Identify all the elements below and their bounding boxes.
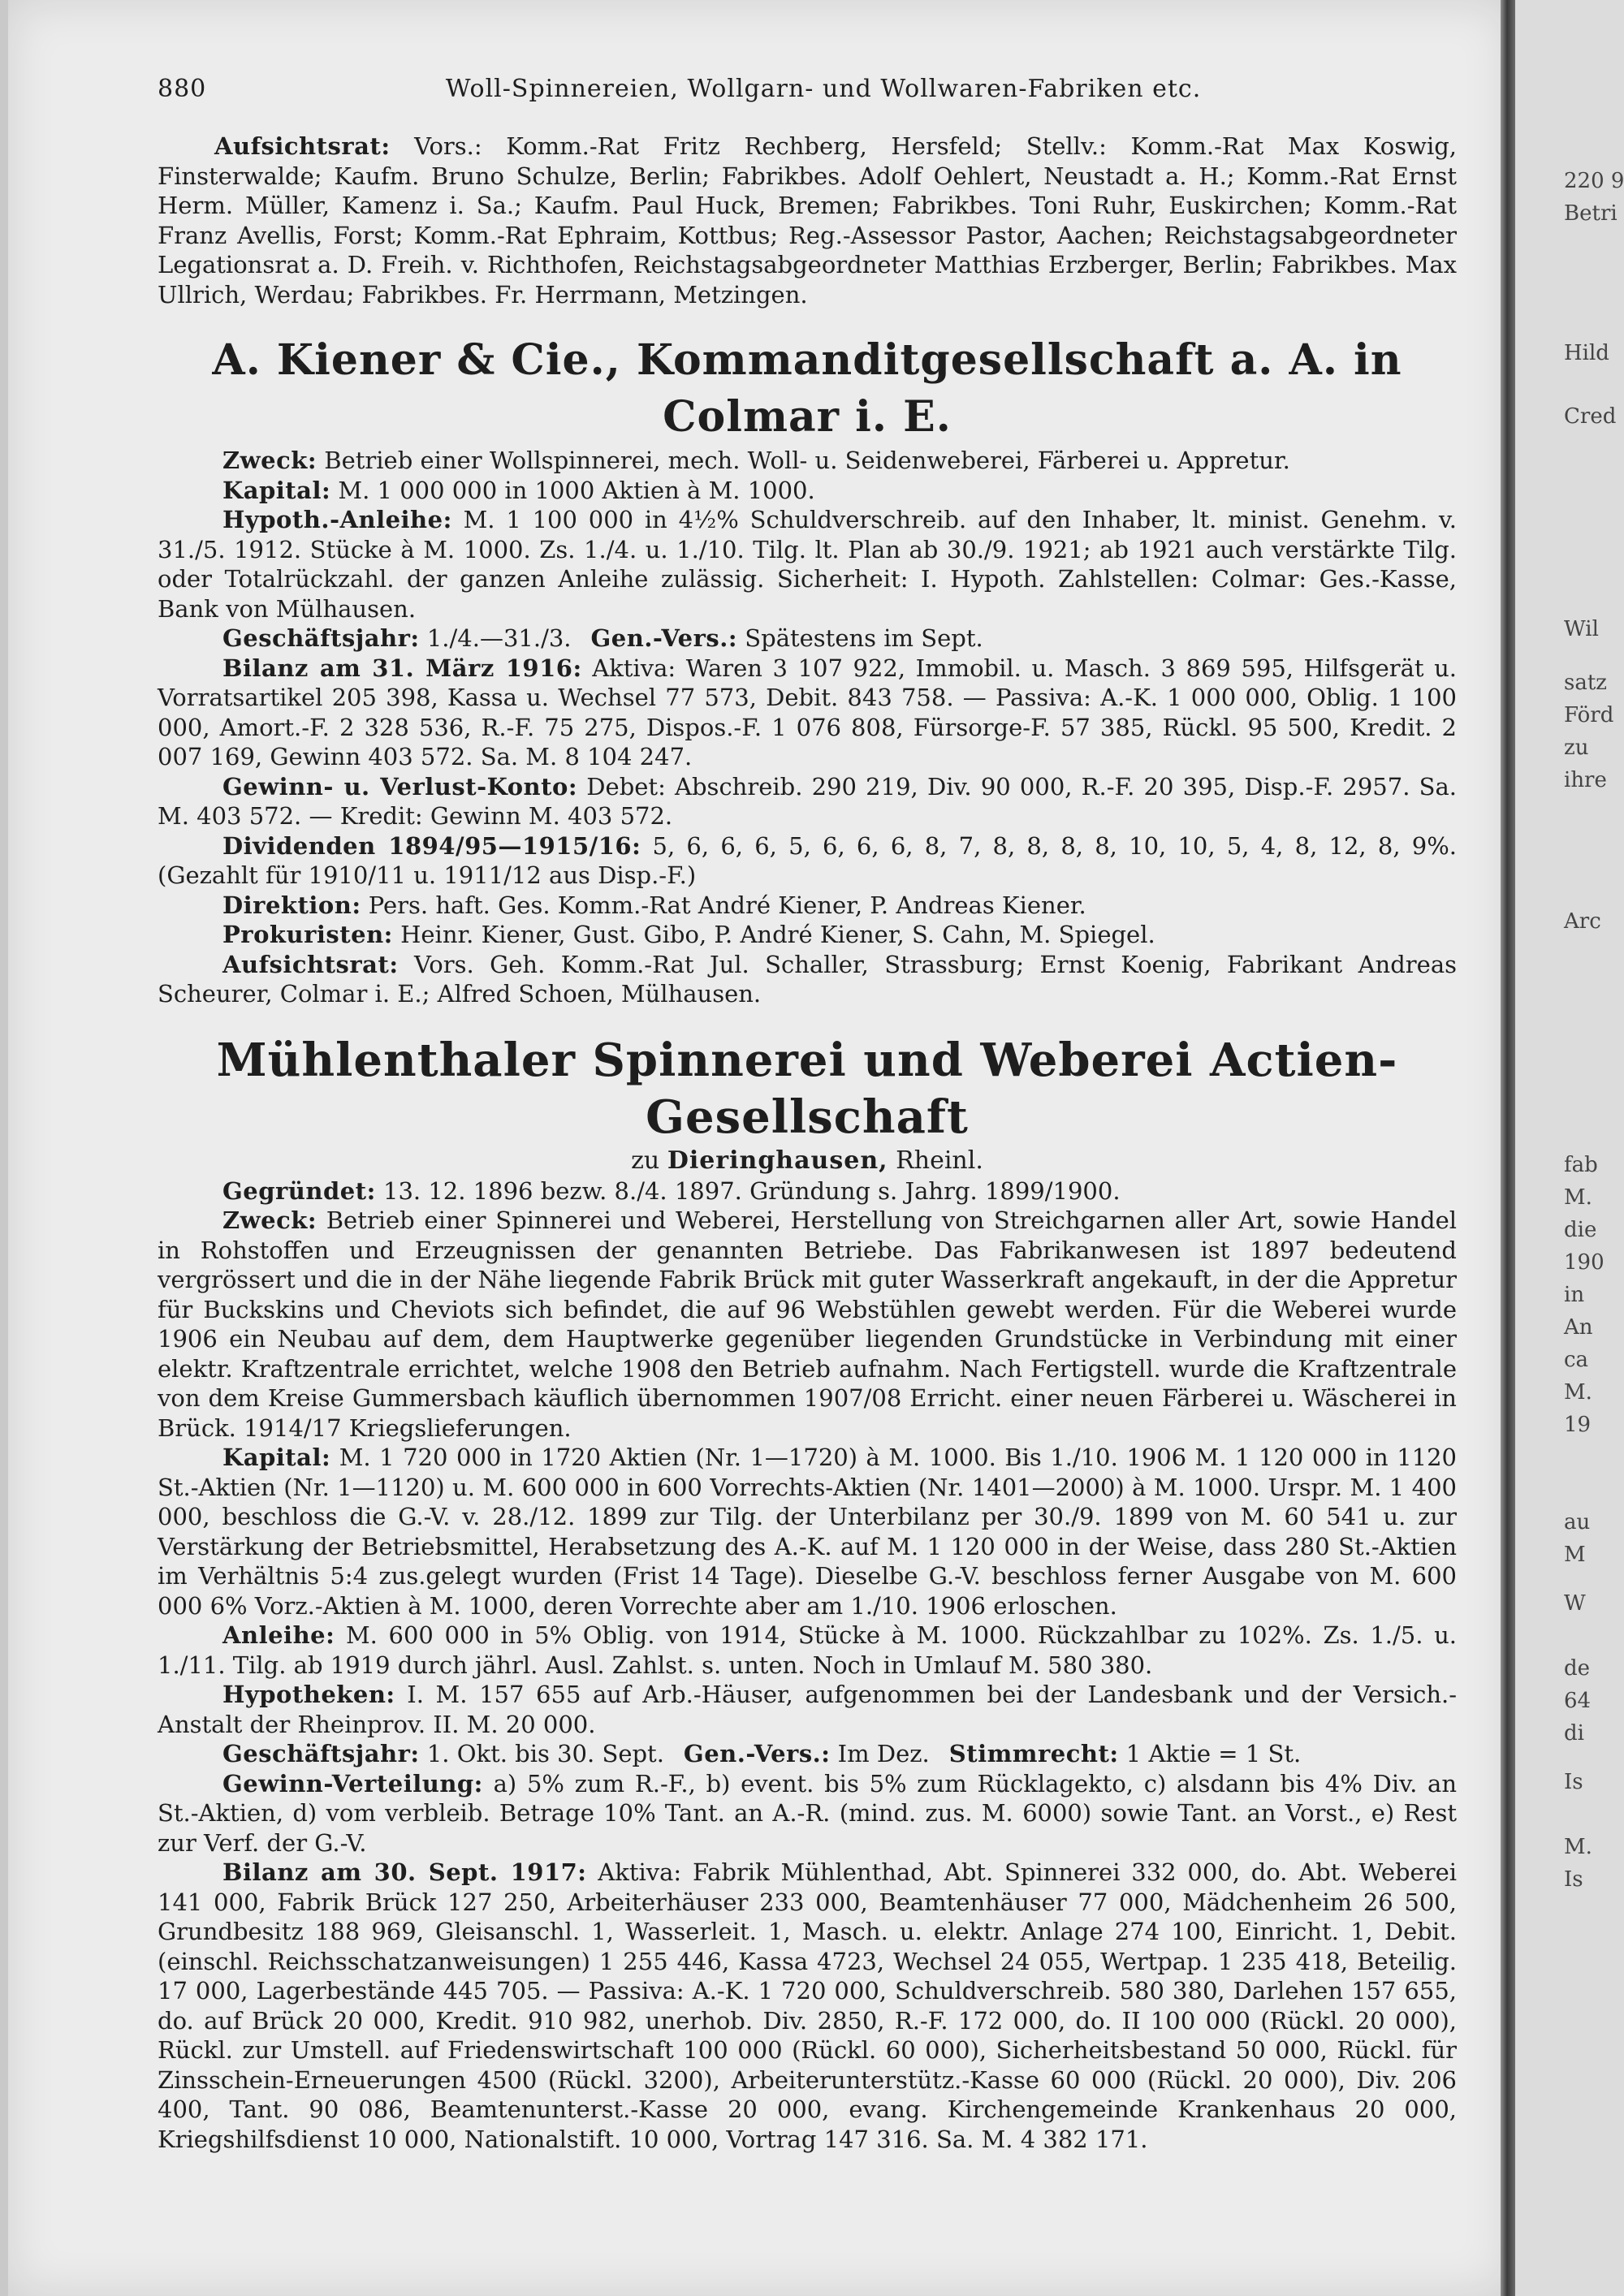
adjacent-page-fragment: M.	[1564, 1185, 1592, 1210]
field-label: Gen.-Vers.:	[590, 624, 738, 652]
paragraph	[158, 1858, 1457, 2154]
adjacent-page-fragment: Arc	[1564, 909, 1601, 934]
paragraph	[158, 1769, 1457, 1858]
adjacent-page-fragment: fab	[1564, 1153, 1598, 1177]
paragraph	[158, 1176, 1457, 1206]
adjacent-page-fragment: Cred	[1564, 404, 1617, 429]
adjacent-page-fragment: M.	[1564, 1380, 1592, 1405]
entry-body	[158, 1176, 1457, 2155]
field-text: Pers. haft. Ges. Komm.-Rat André Kiener, P. Andreas Kiener.	[368, 891, 1086, 919]
adjacent-page-fragment: Förd	[1564, 703, 1614, 727]
field-text: I. M. 157 655 auf Arb.-Häuser, aufgenommen bei der Landesbank und der Versich.-Anstalt der Rheinprov. II. M. 20 000.	[158, 1681, 1458, 1738]
adjacent-page-fragment: ca	[1564, 1348, 1589, 1372]
location-prefix: zu	[631, 1146, 660, 1175]
adjacent-page-fragment: zu	[1564, 736, 1589, 760]
adjacent-page-edge	[1515, 0, 1624, 2296]
paragraph	[158, 950, 1457, 1009]
adjacent-page-fragment: M	[1564, 1543, 1586, 1567]
field-label: Stimmrecht:	[948, 1740, 1119, 1767]
paragraph	[158, 132, 1457, 309]
field-text: a) 5% zum R.-F., b) event. bis 5% zum Rücklagekto, c) alsdann bis 4% Div. an St.-Aktien, d) vom verbleib. Betrage 10% Tant. an A.-R. (mind. zus. M. 6000) sowie Tant. an Vorst., e) Rest zur Verf. der G.-V.	[158, 1769, 1457, 1857]
adjacent-page-fragment: 190	[1564, 1250, 1605, 1275]
field-label: Zweck:	[222, 1206, 317, 1234]
field-text: Spätestens im Sept.	[745, 624, 983, 652]
page-content	[158, 75, 1457, 2154]
field-label: Geschäftsjahr:	[222, 624, 420, 652]
adjacent-page-fragment: die	[1564, 1218, 1597, 1242]
field-label: Bilanz am 31. März 1916:	[222, 654, 582, 682]
adjacent-page-fragment: 19	[1564, 1413, 1592, 1437]
field-label: Gewinn- u. Verlust-Konto:	[222, 772, 578, 801]
paragraph	[158, 1206, 1457, 1443]
paragraph	[158, 831, 1457, 891]
field-label: Anleihe:	[222, 1621, 335, 1649]
field-text: M. 1 720 000 in 1720 Aktien (Nr. 1—1720) à M. 1000. Bis 1./10. 1906 M. 1 120 000 in 1120 St.-Aktien (Nr. 1—1120) u. M. 600 000 in 600 Vorrechts-Aktien (Nr. 1401—2000) à M. 1000. Urspr. M. 1 400 000, beschloss die G.-V. v. 28./12. 1899 zur Tilg. der Unterbilanz per 30./9. 1899 von M. 60 541 u. zur Verstärkung der Betriebsmittel, Herabsetzung des A.-K. auf M. 1 120 000 in der Weise, dass 280 St.-Aktien im Verhältnis 5:4 zus.gelegt wurden (Frist 14 Tage). Dieselbe G.-V. beschloss ferner Ausgabe von M. 600 000 6% Vorz.-Aktien à M. 1000, deren Vorrechte aber am 1./10. 1906 erloschen.	[158, 1444, 1458, 1620]
field-label: Aufsichtsrat:	[214, 132, 391, 160]
field-text: 1./4.—31./3.	[426, 624, 572, 652]
field-text: Betrieb einer Wollspinnerei, mech. Woll- u. Seidenweberei, Färberei u. Appretur.	[324, 447, 1290, 474]
location-name: Dieringhausen,	[667, 1146, 888, 1175]
paragraph	[158, 505, 1457, 624]
location-suffix: Rheinl.	[896, 1146, 983, 1175]
adjacent-page-fragment: ihre	[1564, 768, 1607, 792]
field-text: Aktiva: Waren 3 107 922, Immobil. u. Masch. 3 869 595, Hilfsgerät u. Vorratsartikel 205 398, Kassa u. Wechsel 77 573, Debit. 843 758. — Passiva: A.-K. 1 000 000, Oblig. 1 100 000, Amort.-F. 2 328 536, R.-F. 75 275, Dispos.-F. 1 076 808, Fürsorge-F. 57 385, Rückl. 95 500, Kredit. 2 007 169, Gewinn 403 572. Sa. M. 8 104 247.	[158, 654, 1458, 770]
adjacent-page-fragment: Is	[1564, 1770, 1583, 1794]
field-text: 13. 12. 1896 bezw. 8./4. 1897. Gründung s. Jahrg. 1899/1900.	[383, 1176, 1121, 1205]
adjacent-page-fragment: de	[1564, 1656, 1591, 1681]
adjacent-page-fragment: An	[1564, 1315, 1593, 1340]
adjacent-page-fragment: di	[1564, 1721, 1584, 1746]
company-entry-muehlenthaler	[158, 1032, 1457, 2155]
scanned-page	[8, 0, 1510, 2296]
field-label: Kapital:	[222, 1444, 331, 1471]
field-label: Bilanz am 30. Sept. 1917:	[222, 1858, 587, 1886]
adjacent-page-fragment: Is	[1564, 1867, 1583, 1892]
adjacent-page-fragment: Wil	[1564, 617, 1599, 641]
field-text: Aktiva: Fabrik Mühlenthad, Abt. Spinnerei 332 000, do. Abt. Weberei 141 000, Fabrik Brück 127 250, Arbeiterhäuser 233 000, Beamtenhäuser 77 000, Mädchenheim 26 500, Grundbesitz 188 969, Gleisanschl. 1, Wasserleit. 1, Masch. u. elektr. Anlage 274 100, Einricht. 1, Debit. (einschl. Reichsschatzanweisungen) 1 255 446, Kassa 4723, Wechsel 24 055, Wertpap. 1 235 418, Beteilig. 17 000, Lagerbestände 445 705. — Passiva: A.-K. 1 720 000, Schuldverschreib. 580 380, Darlehen 157 655, do. auf Brück 20 000, Kredit. 910 982, unerhob. Div. 2850, R.-F. 172 000, do. II 100 000 (Rückl. 20 000), Rückl. zur Umstell. auf Friedenswirtschaft 100 000 (Rückl. 60 000), Sicherheitsbestand 50 000, Rückl. für Zinsschein-Erneuerungen 4500 (Rückl. 3200), Arbeiterunterstütz.-Kasse 60 000 (Rückl. 20 000), Div. 206 400, Tant. 90 086, Beamtenunterst.-Kasse 20 000, evang. Kirchengemeinde Krankenhaus 20 000, Kriegshilfsdienst 10 000, Nationalstift. 10 000, Vortrag 147 316. Sa. M. 4 382 171.	[158, 1858, 1458, 2153]
field-label: Kapital:	[222, 476, 331, 504]
field-text: Betrieb einer Spinnerei und Weberei, Herstellung von Streichgarnen aller Art, sowie Handel in Rohstoffen und Erzeugnissen der genannten Betriebe. Das Fabrikanwesen ist 1897 bedeutend vergrössert und die in der Nähe liegende Fabrik Brück mit guter Wasserkraft angekauft, in der die Appretur für Buckskins und Cheviots sich befindet, die auf 96 Webstühlen gewebt werden. Für die Weberei wurde 1906 ein Neubau auf dem, dem Hauptwerke gegenüber liegenden Grundstücke in Verbindung mit einer elektr. Kraftzentrale errichtet, welche 1908 den Betrieb aufnahm. Nach Fertigstell. wurde die Kraftzentrale von dem Kreise Gummersbach käuflich übernommen 1907/08 Erricht. einer neuen Färberei u. Wäscherei in Brück. 1914/17 Kriegslieferungen.	[158, 1206, 1457, 1442]
paragraph	[158, 891, 1457, 921]
company-heading: A. Kiener & Cie., Kommanditgesellschaft a. A. in Colmar i. E.	[212, 335, 1402, 442]
book-gutter	[1501, 0, 1515, 2296]
adjacent-page-fragment: W	[1564, 1591, 1586, 1616]
paragraph	[158, 1443, 1457, 1621]
company-entry-kiener	[158, 332, 1457, 1009]
paragraph	[158, 1739, 1457, 1769]
paragraph	[158, 920, 1457, 950]
paragraph	[158, 1621, 1457, 1680]
paragraph	[158, 624, 1457, 654]
adjacent-page-fragment: satz	[1564, 671, 1607, 695]
field-label: Geschäftsjahr:	[222, 1740, 420, 1767]
field-label: Dividenden 1894/95—1915/16:	[222, 831, 641, 860]
page-number: 880	[158, 75, 207, 103]
adjacent-page-fragment: 64	[1564, 1689, 1592, 1713]
field-text: M. 1 100 000 in 4½% Schuldverschreib. auf den Inhaber, lt. minist. Genehm. v. 31./5. 1912. Stücke à M. 1000. Zs. 1./4. u. 1./10. Tilg. lt. Plan ab 30./9. 1921; ab 1921 auch verstärkte Tilg. oder Totalrückzahl. der ganzen Anleihe zulässig. Sicherheit: I. Hypoth. Zahlstellen: Colmar: Ges.-Kasse, Bank von Mülhausen.	[158, 506, 1457, 623]
field-text: Debet: Abschreib. 290 219, Div. 90 000, R.-F. 20 395, Disp.-F. 2957. Sa. M. 403 572. — Kredit: Gewinn M. 403 572.	[158, 772, 1457, 830]
paragraph	[158, 446, 1457, 476]
field-text: M. 600 000 in 5% Oblig. von 1914, Stücke à M. 1000. Rückzahlbar zu 102%. Zs. 1./5. u. 1./11. Tilg. ab 1919 durch jährl. Ausl. Zahlst. s. unten. Noch in Umlauf M. 580 380.	[158, 1621, 1458, 1679]
field-label: Aufsichtsrat:	[222, 950, 399, 978]
paragraph	[158, 476, 1457, 506]
field-label: Gegründet:	[222, 1176, 376, 1205]
field-label: Direktion:	[222, 891, 361, 919]
running-header-title: Woll-Spinnereien, Wollgarn- und Wollwaren-Fabriken etc.	[445, 75, 1202, 103]
field-text: Heinr. Kiener, Gust. Gibo, P. André Kiener, S. Cahn, M. Spiegel.	[400, 921, 1155, 948]
field-label: Prokuristen:	[222, 921, 393, 948]
field-text: M. 1 000 000 in 1000 Aktien à M. 1000.	[338, 476, 815, 504]
field-text: Im Dez.	[837, 1740, 930, 1767]
company-heading: Mühlenthaler Spinnerei und Weberei Actien-Gesellschaft	[216, 1033, 1398, 1144]
paragraph	[158, 772, 1457, 831]
company-location	[158, 1146, 1457, 1176]
field-label: Hypoth.-Anleihe:	[222, 506, 452, 533]
field-text: 1. Okt. bis 30. Sept.	[426, 1740, 664, 1767]
adjacent-page-fragment: 220 9	[1564, 169, 1624, 193]
previous-entry-continuation	[158, 132, 1457, 309]
field-label: Gewinn-Verteilung:	[222, 1769, 483, 1798]
field-text: Vors.: Komm.-Rat Fritz Rechberg, Hersfeld; Stellv.: Komm.-Rat Max Koswig, Finsterwalde; Kaufm. Bruno Schulze, Berlin; Fabrikbes. Adolf Oehlert, Neustadt a. H.; Komm.-Rat Ernst Herm. Müller, Kamenz i. Sa.; Kaufm. Paul Huck, Bremen; Fabrikbes. Toni Ruhr, Euskirchen; Komm.-Rat Franz Avellis, Forst; Komm.-Rat Ephraim, Kottbus; Reg.-Assessor Pastor, Aachen; Reichstagsabgeordneter Legationsrat a. D. Freih. v. Richthofen, Reichstagsabgeordneter Matthias Erzberger, Berlin; Fabrikbes. Max Ullrich, Werdau; Fabrikbes. Fr. Herrmann, Metzingen.	[158, 132, 1458, 309]
adjacent-page-fragment: Hild	[1564, 341, 1609, 365]
field-text: 5, 6, 6, 6, 5, 6, 6, 6, 8, 7, 8, 8, 8, 8, 10, 10, 5, 4, 8, 12, 8, 9%. (Gezahlt für 1910/11 u. 1911/12 aus Disp.-F.)	[158, 831, 1457, 889]
field-text: 1 Aktie = 1 St.	[1125, 1740, 1302, 1767]
adjacent-page-fragment: au	[1564, 1510, 1591, 1534]
adjacent-page-fragment: in	[1564, 1283, 1585, 1307]
running-header	[158, 75, 1457, 117]
adjacent-page-fragment: Betri	[1564, 201, 1618, 226]
field-text: Vors. Geh. Komm.-Rat Jul. Schaller, Strassburg; Ernst Koenig, Fabrikant Andreas Scheurer, Colmar i. E.; Alfred Schoen, Mülhausen.	[158, 950, 1457, 1008]
field-label: Gen.-Vers.:	[683, 1740, 831, 1767]
field-label: Zweck:	[222, 447, 317, 474]
paragraph	[158, 1680, 1457, 1739]
paragraph	[158, 654, 1457, 772]
field-label: Hypotheken:	[222, 1681, 395, 1708]
entry-body	[158, 446, 1457, 1009]
adjacent-page-fragment: M.	[1564, 1835, 1592, 1859]
